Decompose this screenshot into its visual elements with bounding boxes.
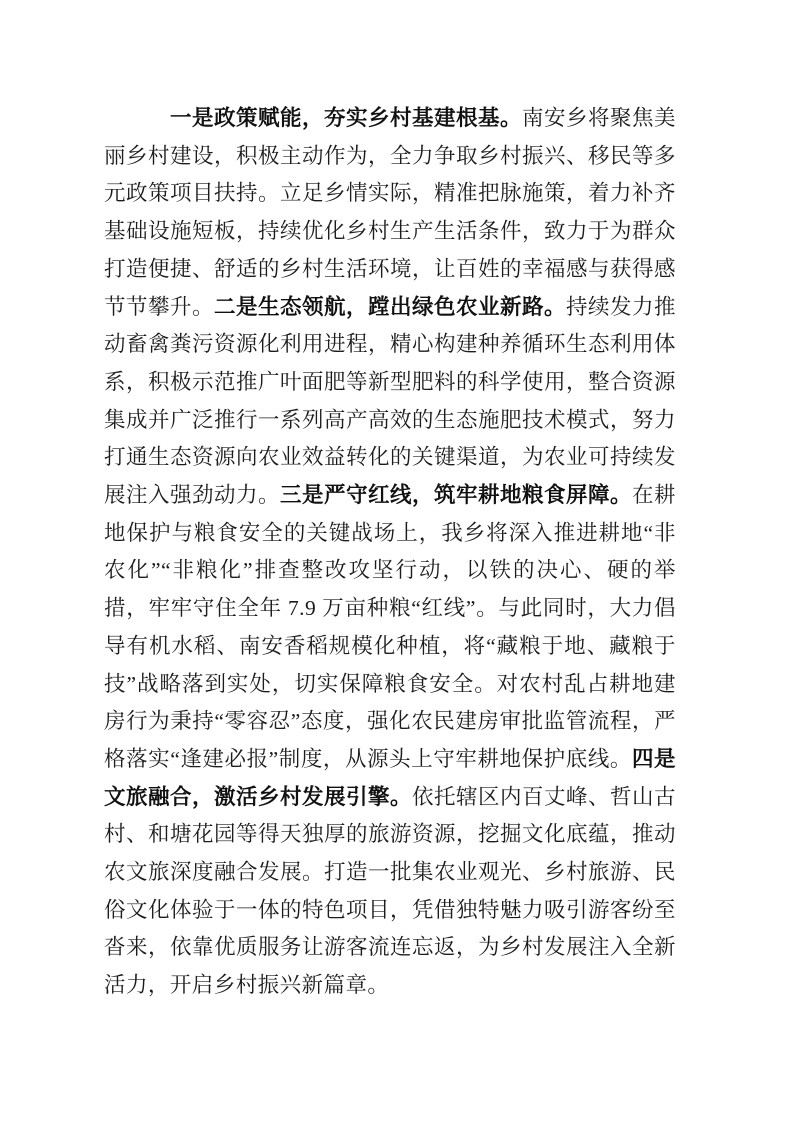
body-text-run: 持续发力推动畜禽粪污资源化利用进程，精心构建种养循环生态利用体系，积极示范推广叶面肥等新型肥料的科学使用，整合资源集成并广泛推行一系列高产高效的生态施肥技术模式，努力打通生态资源向农业效益转化的关键渠道，为农业可持续发展注入强劲动力。 (104, 294, 676, 508)
section-heading-run: 二是生态领航，蹚出绿色农业新路。 (214, 294, 567, 319)
body-text-run: 依托辖区内百丈峰、哲山古村、和塘花园等得天独厚的旅游资源，挖掘文化底蕴，推动农文旅深度融合发展。打造一批集农业观光、乡村旅游、民俗文化体验于一体的特色项目，凭借独特魅力吸引游客纷至沓来，依靠优质服务让游客流连忘返，为乡村发展注入全新活力，开启乡村振兴新篇章。 (104, 784, 676, 998)
section-heading-run: 一是政策赋能，夯实乡村基建根基。 (170, 106, 523, 130)
page-content-area (104, 100, 676, 1005)
body-text-run: 南安乡将聚焦美丽乡村建设，积极主动作为，全力争取乡村振兴、移民等多元政策项目扶持。立足乡情实际，精准把脉施策，着力补齐基础设施短板，持续优化乡村生产生活条件，致力于为群众打造便捷、舒适的乡村生活环境，让百姓的幸福感与获得感节节攀升。 (104, 106, 676, 319)
body-paragraph (104, 100, 676, 1005)
section-heading-run: 三是严守红线，筑牢耕地粮食屏障。 (280, 483, 633, 508)
body-text-run: 在耕地保护与粮食安全的关键战场上，我乡将深入推进耕地“非农化”“非粮化”排查整改攻坚行动，以铁的决心、硬的举措，牢牢守住全年 7.9 万亩种粮“红线”。与此同时，大力倡导有机水稻、南安香稻规模化种植，将“藏粮于地、藏粮于技”战略落到实处，切实保障粮食安全。对农村乱占耕地建房行为秉持“零容忍”态度，强化农民建房审批监管流程，严格落实“逢建必报”制度，从源头上守牢耕地保护底线。 (104, 483, 676, 771)
section-heading-run: 四是文旅融合，激活乡村发展引擎。 (104, 746, 676, 809)
